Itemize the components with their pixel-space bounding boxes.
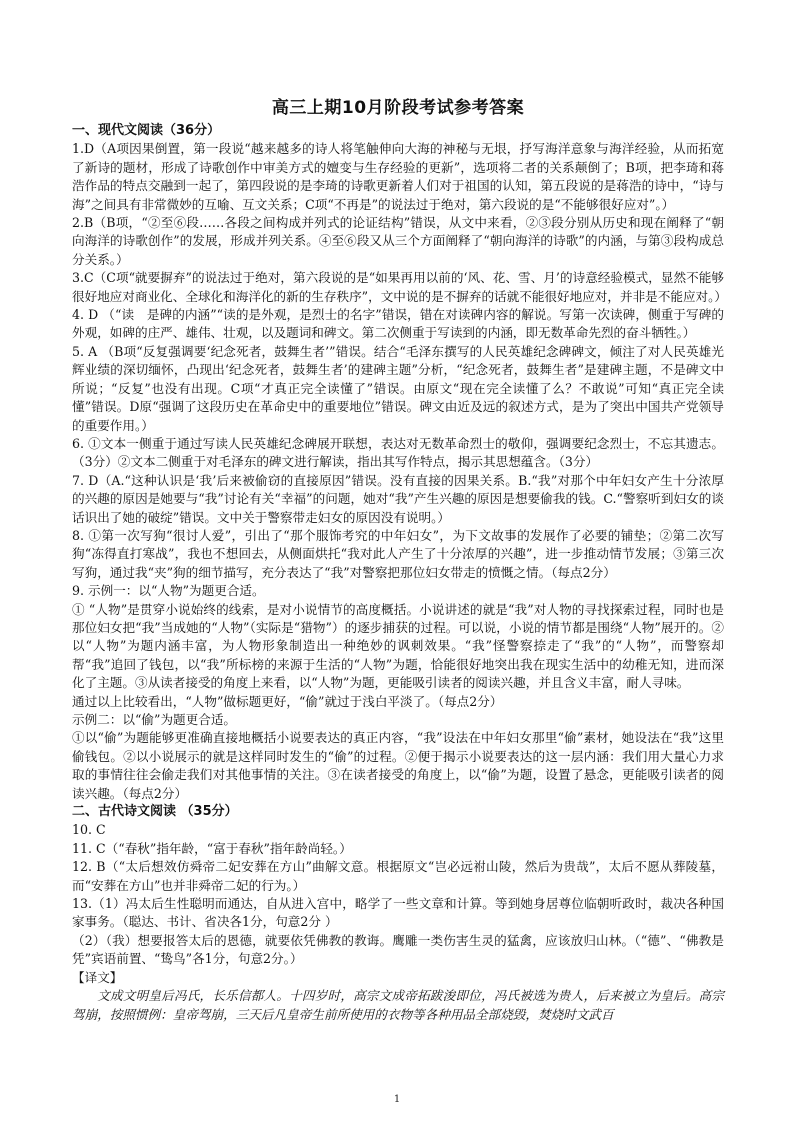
answer-paragraph: ① “人物”是贯穿小说始终的线索，是对小说情节的高度概括。小说讲述的就是“我”对人物的寻找探索过程，同时也是那位妇女把“我”当成她的“人物”（实际是“猎物”）的逐步捕获的过程。可以说，小说的情节都是围绕“人物”展开的。②以“人物”为题内涵丰富，为人物形象制造出一种绝妙的讽刺效果。“我”怪警察捺走了“我”的“人物”，而警察却帮“我”追回了钱包，以“我”所标榜的来源于生活的“人物”为题，恰能很好地突出我在现实生活中的幼稚无知，进而深化了主题。③从读者接受的角度上来看，以“人物”为题，更能吸引读者的阅读兴趣，并且含义丰富，耐人寻味。 — [72, 601, 724, 691]
answer-paragraph: 13.（1）冯太后生性聪明而通达，自从进入宫中，略学了一些文章和计算。等到她身居尊位临朝听政时，裁决各种国家事务。（聪达、书计、省决各1分，句意2分 ） — [72, 896, 724, 930]
translation-paragraph: 文成文明皇后冯氏，长乐信都人。十四岁时，高宗文成帝拓跋浚即位，冯氏被选为贵人，后来被立为皇后。高宗驾崩，按照惯例：皇帝驾崩，三天后凡皇帝生前所使用的衣物等各种用品全部烧毁，焚烧时文武百 — [72, 988, 724, 1022]
document-page — [72, 96, 728, 1024]
translation-heading: 【译文】 — [72, 969, 123, 985]
answer-paragraph: 1.D（A项因果倒置，第一段说“越来越多的诗人将笔触伸向大海的神秘与无垠，抒写海洋意象与海洋经验，从而拓宽了新诗的题材，形成了诗歌创作中审美方式的嬗变与生存经验的更新”，选项将二者的关系颠倒了；B项，把李琦和蒋浩作品的特点交融到一起了，第四段说的是李琦的诗歌更新着人们对于祖国的认知，第五段说的是蒋浩的诗中，“诗与海”之间具有非常微妙的互喻、互文关系；C项“不再是”的说法过于绝对，第六段说的是“不能够很好应对”。） — [72, 141, 724, 212]
answer-paragraph: 2.B（B项，“②至⑥段……各段之间构成并列式的论证结构”错误，从文中来看，②③段分别从历史和现在阐释了“朝向海洋的诗歌创作”的发展，形成并列关系。④至⑥段又从三个方面阐释了“朝向海洋的诗歌”的内涵，与第③段构成总分关系。） — [72, 215, 724, 267]
answer-paragraph: 8. ①第一次写狗“很讨人爱”，引出了“那个服饰考究的中年妇女”，为下文故事的发展作了必要的铺垫；②第二次写狗“冻得直打寒战”，我也不想回去，从侧面烘托“我对此人产生了十分浓厚的兴趣”，进一步推动情节发展；③第三次写狗，通过我“夹”狗的细节描写，充分表达了“我”对警察把那位妇女带走的愤慨之情。（每点2分） — [72, 527, 724, 580]
answer-paragraph: 7. D（A.“这种认识是‘我’后来被偷窃的直接原因”错误。没有直接的因果关系。B.“我”对那个中年妇女产生十分浓厚的兴趣的原因是她要与“我”讨论有关“幸福”的问题，她对“我”产生兴趣的原因是想要偷我的钱。C.“警察听到妇女的谈话识出了她的破绽”错误。文中关于警察带走妇女的原因没有说明。） — [72, 472, 724, 525]
page-number: 1 — [393, 1094, 401, 1105]
answer-paragraph: （2）（我）想要报答太后的恩德，就要依凭佛教的教诲。鹰雕一类伤害生灵的猛禽，应该放归山林。（“德”、“佛教是凭”宾语前置、“鸷鸟”各1分，句意2分。） — [72, 932, 724, 967]
answer-paragraph: 3.C（C项“就要摒弃”的说法过于绝对，第六段说的是“如果再用以前的‘风、花、雪、月’的诗意经验模式，显然不能够很好地应对商业化、全球化和海洋化的新的生存秩序”，文中说的是不摒弃的话就不能很好地应对，并非是不能应对。） — [72, 270, 728, 304]
answer-paragraph: 6. ①文本一侧重于通过写读人民英雄纪念碑展开联想，表达对无数革命烈士的敬仰，强调要纪念烈士，不忘其遗志。（3分）②文本二侧重于对毛泽东的碑文进行解读，指出其写作特点，揭示其思想蕴含。（3分） — [72, 435, 724, 470]
section-heading-classical-reading: 二、古代诗文阅读 （35分） — [72, 804, 238, 820]
answer-paragraph: 通过以上比较看出，“人物”做标题更好，“偷”就过于浅白平淡了。（每点2分） — [72, 693, 503, 709]
answer-paragraph: 12. B（“太后想效仿舜帝二妃安葬在方山”曲解文意。根据原文“岂必远祔山陵，然后为贵哉”，太后不愿从葬陵墓，而“安葬在方山”也并非舜帝二妃的行为。） — [72, 859, 724, 893]
answer-paragraph: 5. A （B项“反复强调要‘纪念死者，鼓舞生者’”错误。结合“毛泽东撰写的人民英雄纪念碑碑文，倾注了对人民英雄光辉业绩的深切缅怀，凸现出‘纪念死者，鼓舞生者’的建碑主题”分析，“纪念死者，鼓舞生者”是建碑主题，不是碑文中所说；“反复”也没有出现。C项“才真正完全读懂了”错误。由原文“现在完全读懂了么？不敢说”可知“真正完全读懂”错误。D原“强调了这段历史在革命史中的重要地位”错误。碑文由近及远的叙述方式，是为了突出中国共产党领导的重要作用。） — [72, 343, 724, 433]
section-heading-modern-reading: 一、现代文阅读（36分） — [72, 123, 221, 138]
page-title: 高三上期10月阶段考试参考答案 — [271, 98, 525, 118]
answer-paragraph: 11. C（“春秋”指年龄，“富于春秋”指年龄尚轻。） — [72, 840, 352, 856]
answer-paragraph: 10. C — [72, 822, 106, 838]
answer-paragraph: ①以“偷”为题能够更准确直接地概括小说要表达的真正内容，“我”设法在中年妇女那里“偷”素材，她设法在“我”这里偷钱包。②以小说展示的就是这样同时发生的“偷”的过程。②便于揭示小说要表达的这一层内涵：我们用大量心力求取的事情往往会偷走我们对其他事情的关注。③在读者接受的角度上，以“偷”为题，设置了悬念，更能吸引读者的阅读兴趣。（每点2分） — [72, 730, 724, 801]
answer-paragraph: 示例二：以“偷”为题更合适。 — [72, 712, 237, 727]
answer-paragraph: 4. D （“读 是碑的内涵”“读的是外观，是烈士的名字”错误，错在对读碑内容的解说。写第一次读碑，侧重于写碑的外观，如碑的庄严、雄伟、壮观，以及题词和碑文。第二次侧重于写读到的内涵，即无数革命先烈的奋斗牺牲。） — [72, 307, 724, 341]
answer-paragraph: 9. 示例一：以“人物”为题更合适。 — [72, 583, 265, 599]
